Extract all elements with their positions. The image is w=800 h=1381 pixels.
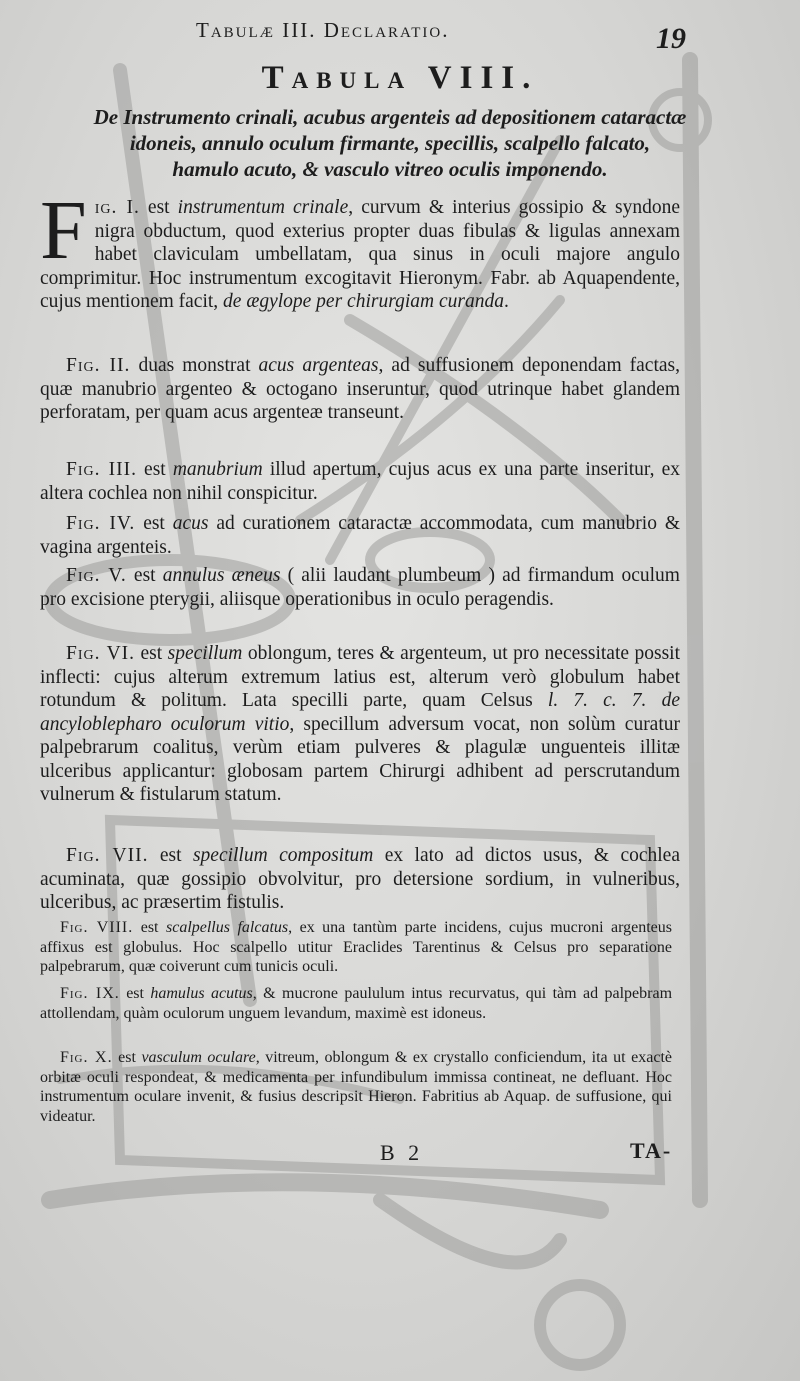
- gathering-signature: B 2: [380, 1140, 424, 1165]
- plate-title: Tabula VIII.: [261, 60, 539, 96]
- fig-1-paragraph: [40, 184, 680, 314]
- fig-2-paragraph: [40, 354, 680, 425]
- fig-term: annulus æneus: [162, 565, 281, 586]
- plate-caption: [40, 104, 740, 182]
- drop-cap: F: [40, 184, 87, 277]
- fig-text: , & mucrone paululum intus recurvatus, qui tàm ad palpebram attollendam, quàm oculorum unguem levandum, maximè est idoneus.: [40, 985, 673, 1022]
- fig-term: acus: [172, 513, 209, 534]
- fig-text: ( alii laudant plumbeum ) ad firmandum oculum pro excisione pterygii, aliisque operationibus in oculo peragendis.: [40, 565, 680, 610]
- fig-term: specillum: [167, 643, 243, 664]
- fig-label: Fig. VIII.: [60, 919, 134, 936]
- fig-label: Fig. III.: [66, 459, 137, 480]
- fig-text: est: [133, 919, 166, 936]
- fig-10-paragraph: [40, 1048, 672, 1126]
- fig-9-paragraph: [40, 984, 672, 1023]
- plate-caption-line: idoneis, annulo oculum firmante, specillis, scalpello falcato,: [129, 131, 651, 155]
- fig-text: duas monstrat: [130, 355, 259, 376]
- fig-term: instrumentum crinale: [177, 197, 349, 218]
- fig-text: , vitreum, oblongum & ex crystallo conficiendum, ita ut exactè orbitæ oculi respondeat, & medicamenta per infundibulum immissa contineat, ne defluant. Hoc instrumentum oculare invenit, & fusius descripsit Hieron. Fabritius ab Aquap. de suffusione, qui videatur.: [40, 1049, 673, 1125]
- fig-text: , ad suffusionem deponendam factas, quæ manubrio argenteo & octogano inseruntur, quod utrinque habet glandem perforatam, per quam acus argenteæ transeunt.: [40, 355, 681, 423]
- fig-5-paragraph: [40, 564, 680, 611]
- fig-text: ad curationem cataractæ accommodata, cum manubrio & vagina argenteis.: [40, 513, 680, 558]
- fig-text: , curvum & interius gossipio & syndone nigra obductum, quod exterius propter duas fibulas & ligulas annexam habet claviculam umbellatam, qua sinus in oculi majore angulo comprimitur. Hoc instrumentum excogitavit Hieronym. Fabr. ab Aquapendente, cujus mentionem facit,: [40, 197, 680, 312]
- fig-text: est: [126, 565, 163, 586]
- fig-citation: l. 7. c. 7. de ancyloblepharo oculorum vitio: [40, 690, 680, 735]
- fig-label: ig. I.: [94, 197, 140, 218]
- fig-label: Fig. II.: [66, 355, 131, 376]
- fig-term: scalpellus falcatus: [165, 919, 289, 936]
- fig-text: , ex una tantùm parte incidens, cujus mucroni argenteus affixus est globulus. Hoc scalpello utitur Eraclides Tarentinus & Celsus pro separatione palpebrarum, quæ coiverunt cum tunicis oculi.: [40, 919, 673, 975]
- fig-text: est: [139, 197, 178, 218]
- fig-label: Fig. IV.: [66, 513, 136, 534]
- fig-text: est: [148, 845, 193, 866]
- fig-text: est: [119, 985, 151, 1002]
- fig-term: hamulus acutus: [150, 985, 253, 1002]
- catchword: TA-: [630, 1138, 673, 1163]
- fig-term: vasculum oculare: [141, 1049, 256, 1066]
- running-head: Tabulæ III. Declaratio.: [196, 18, 450, 42]
- fig-text: .: [503, 291, 509, 312]
- fig-term: manubrium: [172, 459, 263, 480]
- page-number: 19: [656, 22, 686, 55]
- fig-4-paragraph: [40, 512, 680, 559]
- fig-text: ex lato ad dictos usus, & cochlea acuminata, quæ gossipio obvolvitur, pro detersione sordium, in vulneribus, ulceribus, ac præsertim fistulis.: [40, 845, 680, 913]
- fig-citation: de ægylope per chirurgiam curanda: [223, 291, 504, 312]
- fig-term: specillum compositum: [192, 845, 374, 866]
- fig-text: oblongum, teres & argenteum, ut pro necessitate possit inflecti: cujus alterum extremum latius est, alterum verò globulum habet rotundum & politum. Lata specilli parte, quam Celsus: [40, 643, 680, 711]
- fig-term: acus argenteas: [258, 355, 379, 376]
- fig-label: Fig. VI.: [66, 643, 136, 664]
- fig-7-paragraph: [40, 844, 680, 915]
- fig-label: Fig. IX.: [60, 985, 120, 1002]
- plate-caption-line: De Instrumento crinali, acubus argenteis ad depositionem cataractæ: [93, 105, 687, 129]
- fig-8-paragraph: [40, 918, 672, 977]
- fig-text: est: [135, 513, 173, 534]
- fig-text: est: [112, 1049, 142, 1066]
- fig-text: est: [135, 643, 168, 664]
- fig-text: est: [136, 459, 173, 480]
- fig-text: illud apertum, cujus acus ex una parte inseritur, ex altera cochlea non nihil conspicitur.: [40, 459, 680, 504]
- fig-6-paragraph: [40, 642, 680, 807]
- fig-label: Fig. VII.: [66, 845, 149, 866]
- fig-label: Fig. V.: [66, 565, 127, 586]
- plate-caption-line: hamulo acuto, & vasculo vitreo oculis imponendo.: [172, 157, 608, 181]
- fig-label: Fig. X.: [60, 1049, 113, 1066]
- fig-3-paragraph: [40, 458, 680, 505]
- fig-text: , specillum adversum vocat, non solùm curatur palpebrarum coalitus, verùm etiam pulveres & plagulæ unguenteis illitæ ulceribus applicantur: globosam partem Chirurgi adhibent ad perscrutandum vulnerum & fistularum statum.: [40, 713, 681, 805]
